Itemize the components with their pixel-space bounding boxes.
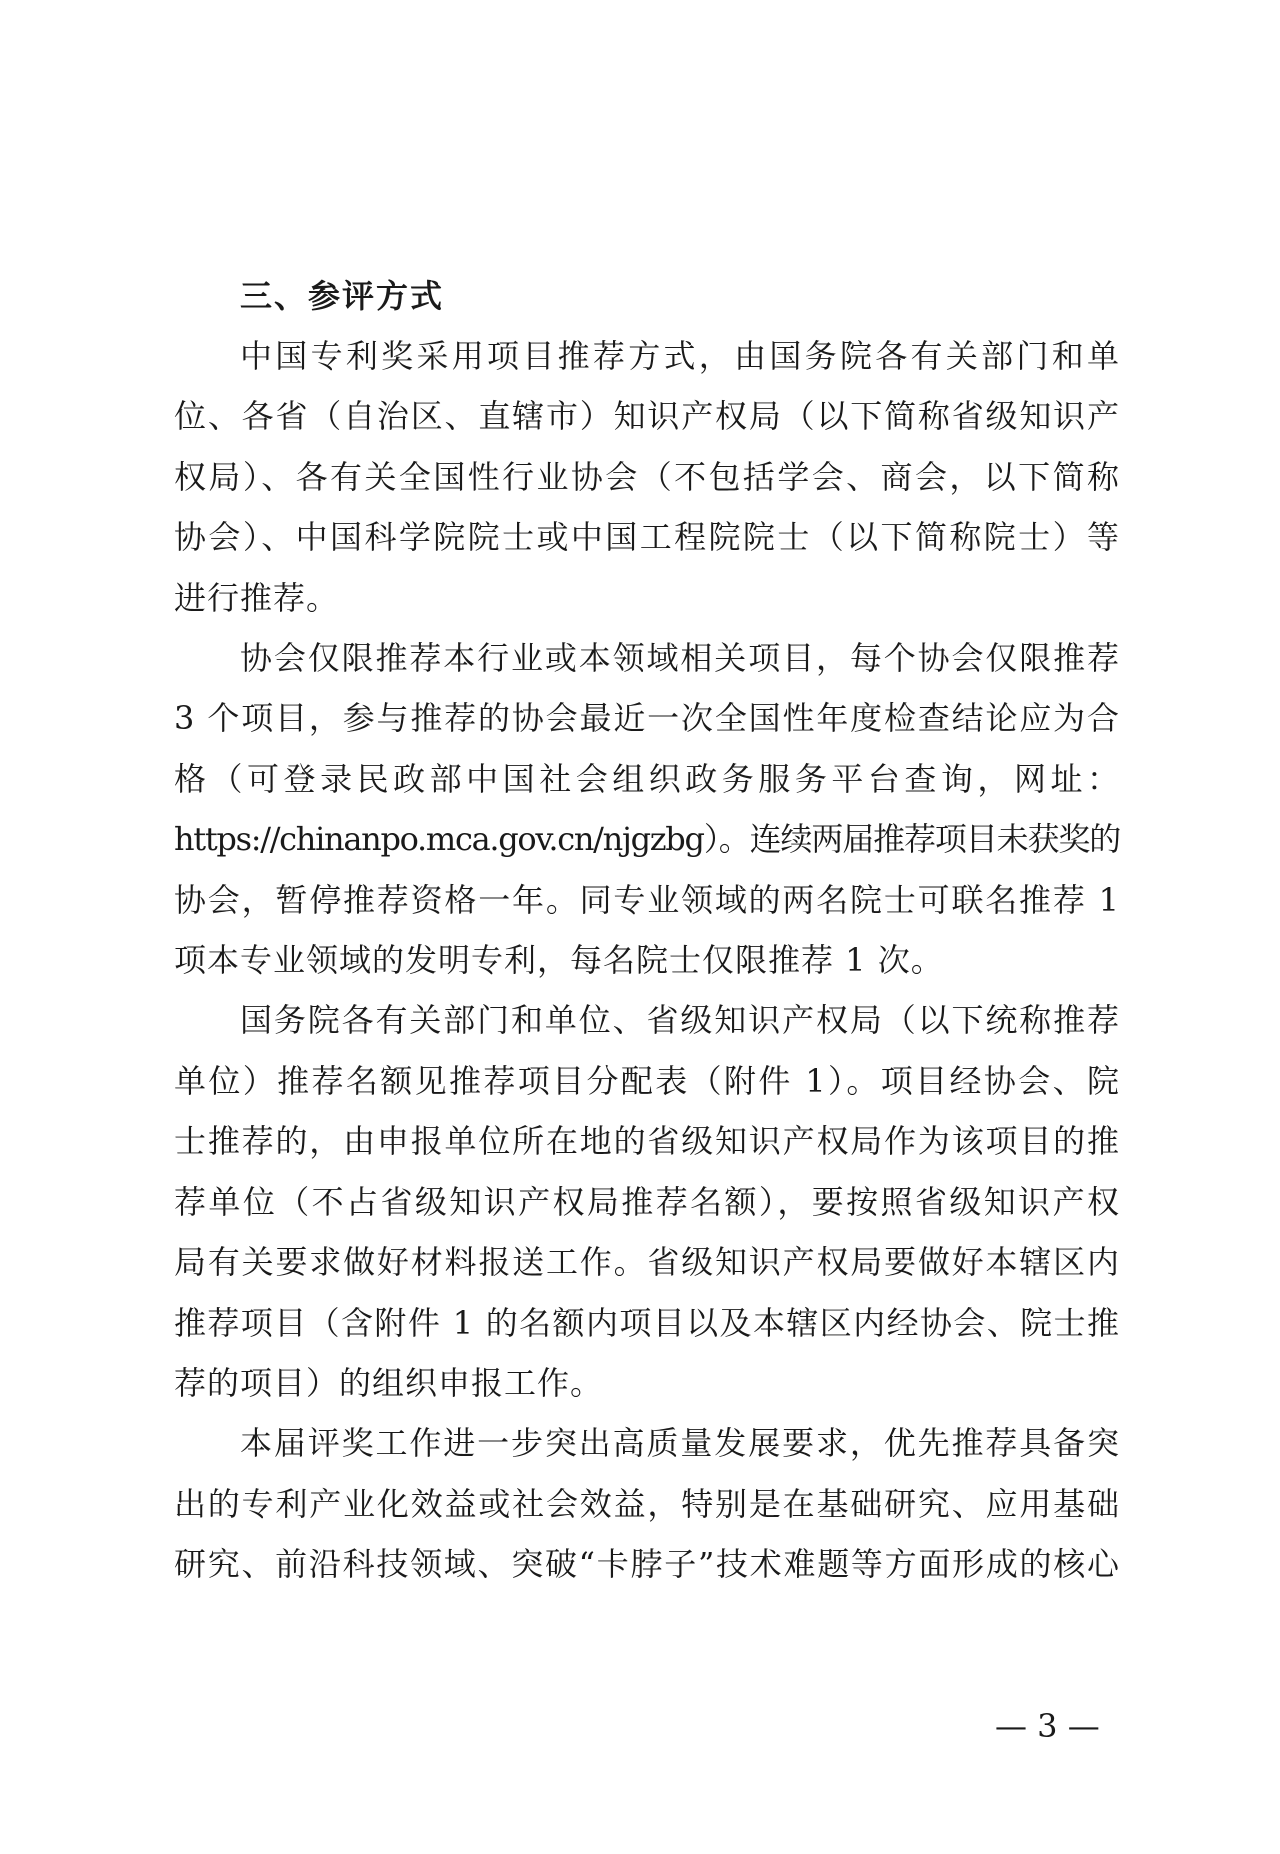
paragraph-3 <box>174 990 1120 1413</box>
paragraph-line: 本届评奖工作进一步突出高质量发展要求，优先推荐具备突 <box>240 1424 1120 1463</box>
paragraph-line: 士推荐的，由申报单位所在地的省级知识产权局作为该项目的推 <box>174 1122 1120 1161</box>
paragraph-line: 推荐项目（含附件 1 的名额内项目以及本辖区内经协会、院士推 <box>174 1303 1120 1342</box>
paragraph-1 <box>174 326 1120 628</box>
paragraph-4 <box>174 1413 1120 1594</box>
paragraph-line-url: https://chinanpo.mca.gov.cn/njgzbg）。连续两届推荐项目未获奖的 <box>174 820 1120 859</box>
page-content <box>174 266 1120 1595</box>
paragraph-line: 进行推荐。 <box>174 578 340 617</box>
paragraph-line: 荐的项目）的组织申报工作。 <box>174 1363 604 1402</box>
section-heading: 三、参评方式 <box>240 277 445 315</box>
paragraph-line: 权局）、各有关全国性行业协会（不包括学会、商会，以下简称 <box>174 457 1120 496</box>
paragraph-line: 单位）推荐名额见推荐项目分配表（附件 1）。项目经协会、院 <box>174 1061 1120 1100</box>
paragraph-line: 中国专利奖采用项目推荐方式，由国务院各有关部门和单 <box>240 337 1120 375</box>
page-number: — 3 — <box>995 1707 1100 1745</box>
paragraph-line: 出的专利产业化效益或社会效益，特别是在基础研究、应用基础 <box>174 1484 1120 1523</box>
paragraph-line: 协会，暂停推荐资格一年。同专业领域的两名院士可联名推荐 1 <box>174 880 1120 919</box>
paragraph-line: 格（可登录民政部中国社会组织政务服务平台查询，网址： <box>174 759 1120 798</box>
paragraph-line: 项本专业领域的发明专利，每名院士仅限推荐 1 次。 <box>174 941 944 980</box>
paragraph-line: 研究、前沿科技领域、突破“卡脖子”技术难题等方面形成的核心 <box>174 1545 1120 1584</box>
paragraph-line: 位、各省（自治区、直辖市）知识产权局（以下简称省级知识产 <box>174 397 1120 436</box>
paragraph-line: 3 个项目，参与推荐的协会最近一次全国性年度检查结论应为合 <box>174 699 1120 738</box>
paragraph-line: 荐单位（不占省级知识产权局推荐名额），要按照省级知识产权 <box>174 1182 1120 1221</box>
paragraph-line: 协会仅限推荐本行业或本领域相关项目，每个协会仅限推荐 <box>240 639 1120 678</box>
paragraph-2 <box>174 628 1120 990</box>
paragraph-line: 协会）、中国科学院院士或中国工程院院士（以下简称院士）等 <box>174 518 1120 557</box>
paragraph-line: 局有关要求做好材料报送工作。省级知识产权局要做好本辖区内 <box>174 1243 1120 1282</box>
paragraph-line: 国务院各有关部门和单位、省级知识产权局（以下统称推荐 <box>240 1001 1120 1040</box>
